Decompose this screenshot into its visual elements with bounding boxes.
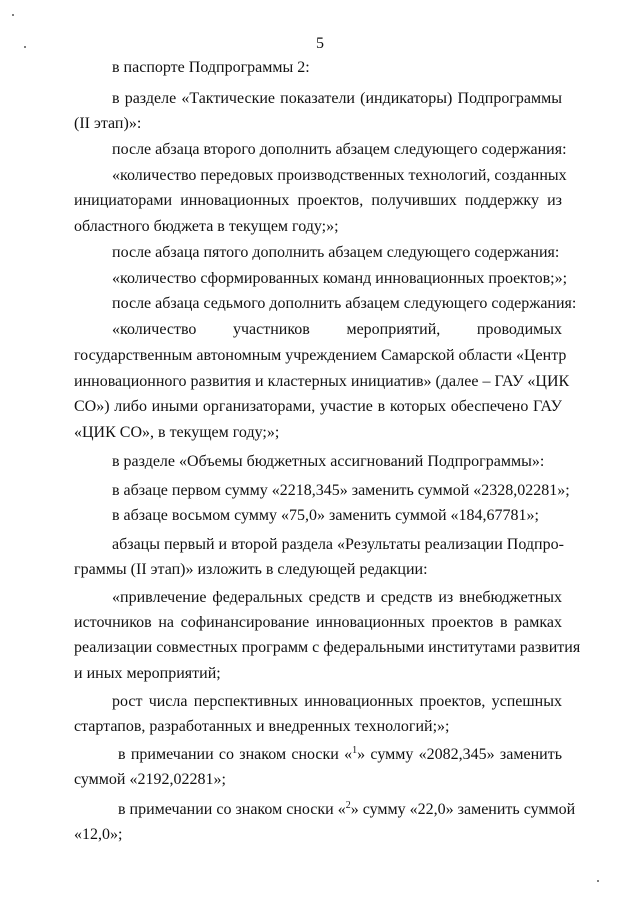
- paragraph-line: рост числа перспективных инновационных проектов, успешных: [112, 693, 562, 710]
- paragraph-line: «ЦИК СО», в текущем году;»;: [74, 424, 280, 441]
- paragraph-line: источников на софинансирование инновационных проектов в рамках: [74, 614, 562, 631]
- note-text: » сумму «2082,345» заменить: [357, 746, 562, 763]
- note-text: » сумму «22,0» заменить суммой: [350, 801, 576, 818]
- paragraph-line: в паспорте Подпрограммы 2:: [112, 59, 310, 76]
- note-text: в примечании со знаком сноски «: [118, 801, 346, 818]
- paragraph-line: суммой «2192,02281»;: [74, 771, 226, 788]
- paragraph-line: граммы (II этап)» изложить в следующей редакции:: [74, 561, 428, 578]
- paragraph-line: после абзаца второго дополнить абзацем следующего содержания:: [112, 141, 567, 158]
- footnote-note-line: [74, 800, 576, 820]
- paragraph-line: областного бюджета в текущем году;»;: [74, 218, 339, 235]
- paragraph-line: и иных мероприятий;: [74, 665, 221, 682]
- paragraph-line: в разделе «Объемы бюджетных ассигнований Подпрограммы»:: [112, 453, 545, 470]
- paragraph-line: реализации совместных программ с федеральными институтами развития: [74, 639, 581, 656]
- paragraph-line: после абзаца пятого дополнить абзацем следующего содержания:: [112, 244, 560, 261]
- paragraph-line: «12,0»;: [74, 826, 123, 843]
- paragraph-line: «количество передовых производственных технологий, созданных: [112, 167, 567, 184]
- footnote-mark: 1: [352, 745, 358, 756]
- paragraph-line: в разделе «Тактические показатели (индикаторы) Подпрограммы: [112, 90, 562, 107]
- paragraph-line: инновационного развития и кластерных инициатив» (далее – ГАУ «ЦИК: [74, 373, 570, 390]
- paragraph-line: «количество участников мероприятий, проводимых: [112, 321, 562, 338]
- scan-speck: [12, 14, 14, 16]
- paragraph-line: (II этап)»:: [74, 115, 142, 132]
- paragraph-line: в абзаце восьмом сумму «75,0» заменить суммой «184,67781»;: [112, 507, 539, 524]
- paragraph-line: инициаторами инновационных проектов, получивших поддержку из: [74, 192, 562, 209]
- paragraph-line: СО») либо иными организаторами, участие в которых обеспечено ГАУ: [74, 398, 562, 415]
- scan-speck: [597, 880, 599, 882]
- paragraph-line: «количество сформированных команд инновационных проектов;»;: [112, 270, 568, 287]
- paragraph-line: абзацы первый и второй раздела «Результаты реализации Подпро-: [112, 536, 564, 553]
- footnote-note-line: [74, 745, 562, 765]
- paragraph-line: «привлечение федеральных средств и средств из внебюджетных: [112, 589, 562, 606]
- note-text: в примечании со знаком сноски «: [118, 746, 353, 763]
- paragraph-line: государственным автономным учреждением Самарской области «Центр: [74, 347, 567, 364]
- paragraph-line: после абзаца седьмого дополнить абзацем следующего содержания:: [112, 295, 577, 312]
- footnote-mark: 2: [345, 800, 351, 811]
- page-number: 5: [316, 35, 324, 52]
- paragraph-line: в абзаце первом сумму «2218,345» заменить суммой «2328,02281»;: [112, 482, 570, 499]
- paragraph-line: стартапов, разработанных и внедренных технологий;»;: [74, 718, 450, 735]
